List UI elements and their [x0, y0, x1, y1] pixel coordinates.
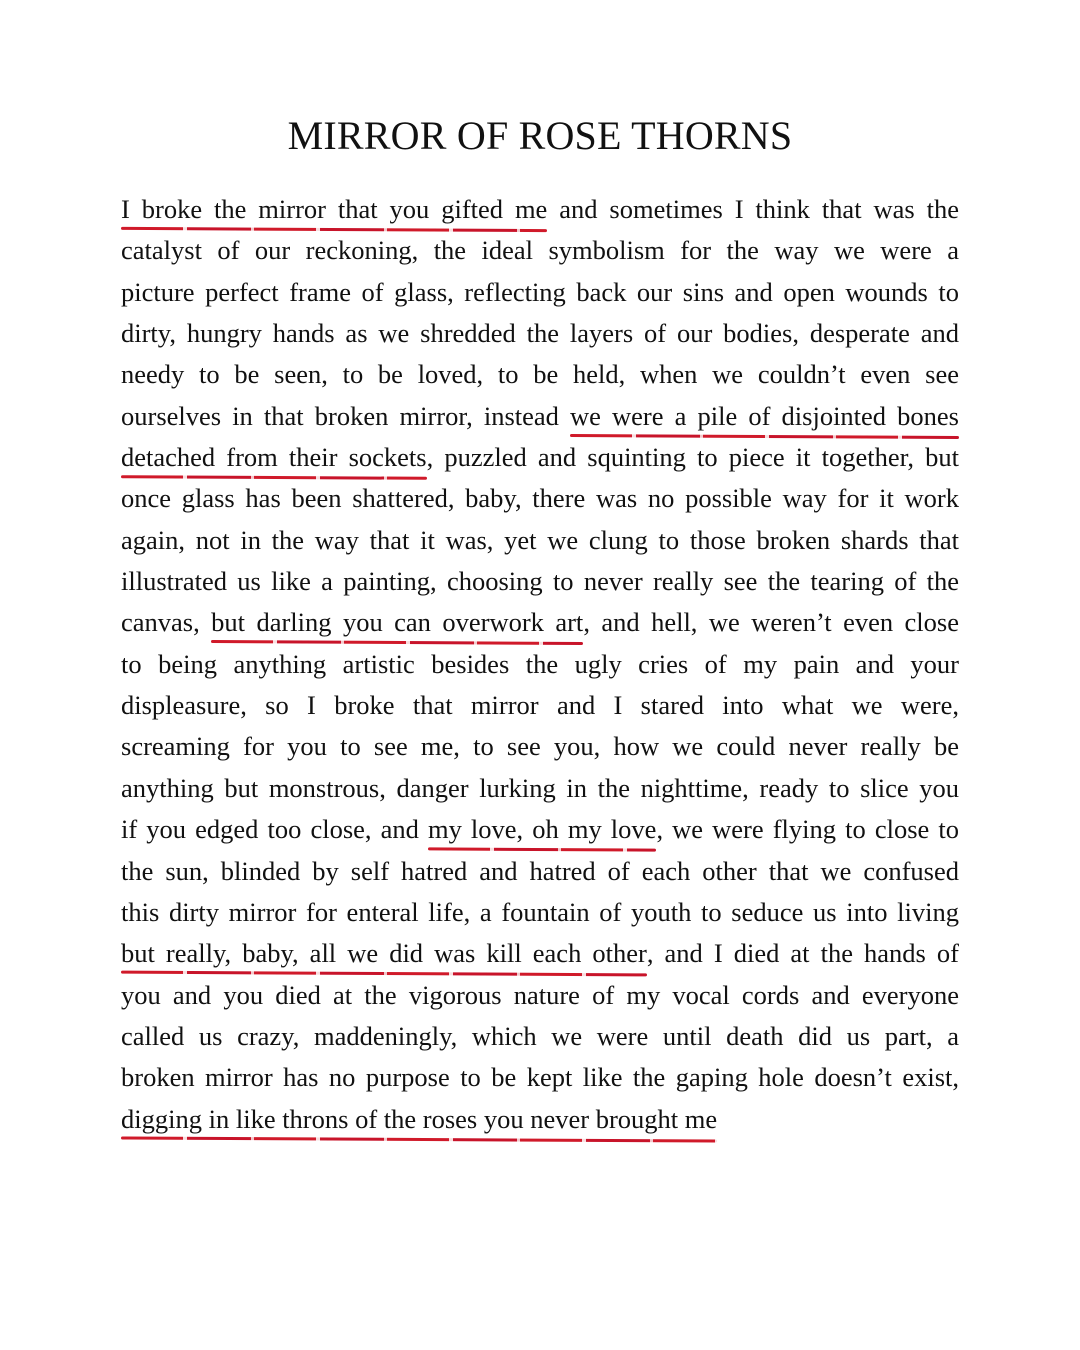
- poem-line: [121, 892, 959, 933]
- poem-text: called us crazy, maddeningly, which we were until death did us part, a: [121, 1020, 959, 1051]
- poem-line: [121, 1099, 959, 1140]
- poem-line: [121, 975, 959, 1016]
- poem-text: broken mirror has no purpose to be kept like the gaping hole doesn’t exist,: [121, 1062, 959, 1093]
- poem-line: [121, 354, 959, 395]
- underlined-phrase: but really, baby, all we did was kill each other: [121, 938, 647, 969]
- poem-text: dirty, hungry hands as we shredded the layers of our bodies, desperate and: [121, 318, 959, 349]
- poem-line: [121, 313, 959, 354]
- poem-line: [121, 230, 959, 271]
- poem-line: [121, 933, 959, 974]
- poem-text: once glass has been shattered, baby, there was no possible way for it work: [121, 483, 959, 514]
- poem-line: [121, 1016, 959, 1057]
- poem-line: [121, 809, 959, 850]
- underlined-phrase: I broke the mirror that you gifted me: [121, 194, 548, 224]
- poem-line: [121, 851, 959, 892]
- poem-line: [121, 437, 959, 478]
- poem-text: screaming for you to see me, to see you, how we could never really be: [121, 731, 959, 762]
- underlined-phrase: my love, oh my love: [427, 814, 657, 845]
- poem-line: [121, 644, 959, 685]
- poem-text: canvas,: [121, 607, 212, 638]
- underlined-phrase: but darling you can overwork art: [211, 607, 584, 638]
- poem-text: and sometimes I think that was the: [547, 194, 959, 224]
- poem-text: the sun, blinded by self hatred and hatred of each other that we confused: [121, 855, 959, 886]
- poem-line: [121, 1057, 959, 1098]
- poem-line: [121, 520, 959, 561]
- poem-line: [121, 396, 959, 437]
- poem-text: , we were flying to close to: [656, 814, 959, 845]
- poem-text: again, not in the way that it was, yet we clung to those broken shards that: [121, 524, 959, 555]
- poem-text: , puzzled and squinting to piece it together, but: [426, 442, 959, 473]
- poem-text: if you edged too close, and: [121, 814, 428, 845]
- poem-text: you and you died at the vigorous nature of my vocal cords and everyone: [121, 979, 959, 1010]
- poem-title: MIRROR OF ROSE THORNS: [287, 113, 793, 158]
- poem-text: to being anything artistic besides the ugly cries of my pain and your: [121, 648, 959, 679]
- poem-text: picture perfect frame of glass, reflecting back our sins and open wounds to: [121, 276, 959, 307]
- poem-line: [121, 478, 959, 519]
- poem-text: illustrated us like a painting, choosing to never really see the tearing of the: [121, 566, 959, 597]
- poem-line: [121, 272, 959, 313]
- poem-line: [121, 189, 959, 230]
- poem-text: this dirty mirror for enteral life, a fountain of youth to seduce us into living: [121, 896, 959, 927]
- underlined-phrase: digging in like throns of the roses you never brought me: [121, 1103, 718, 1134]
- poem-text: catalyst of our reckoning, the ideal symbolism for the way we were a: [121, 235, 959, 266]
- poem-text: needy to be seen, to be loved, to be held, when we couldn’t even see: [121, 359, 959, 390]
- underlined-phrase: we were a pile of disjointed bones: [570, 400, 959, 431]
- poem-line: [121, 602, 959, 643]
- poem-line: [121, 561, 959, 602]
- poem-text: , and hell, we weren’t even close: [583, 607, 959, 638]
- underlined-phrase: detached from their sockets: [121, 442, 427, 473]
- poem-line: [121, 685, 959, 726]
- poem-text: , and I died at the hands of: [646, 938, 959, 969]
- poem-text: anything but monstrous, danger lurking in the nighttime, ready to slice you: [121, 772, 959, 803]
- poem-text: ourselves in that broken mirror, instead: [121, 400, 571, 431]
- poem-line: [121, 726, 959, 767]
- poem-body: [121, 189, 959, 1140]
- poem-text: displeasure, so I broke that mirror and I stared into what we were,: [121, 690, 959, 721]
- poem-line: [121, 768, 959, 809]
